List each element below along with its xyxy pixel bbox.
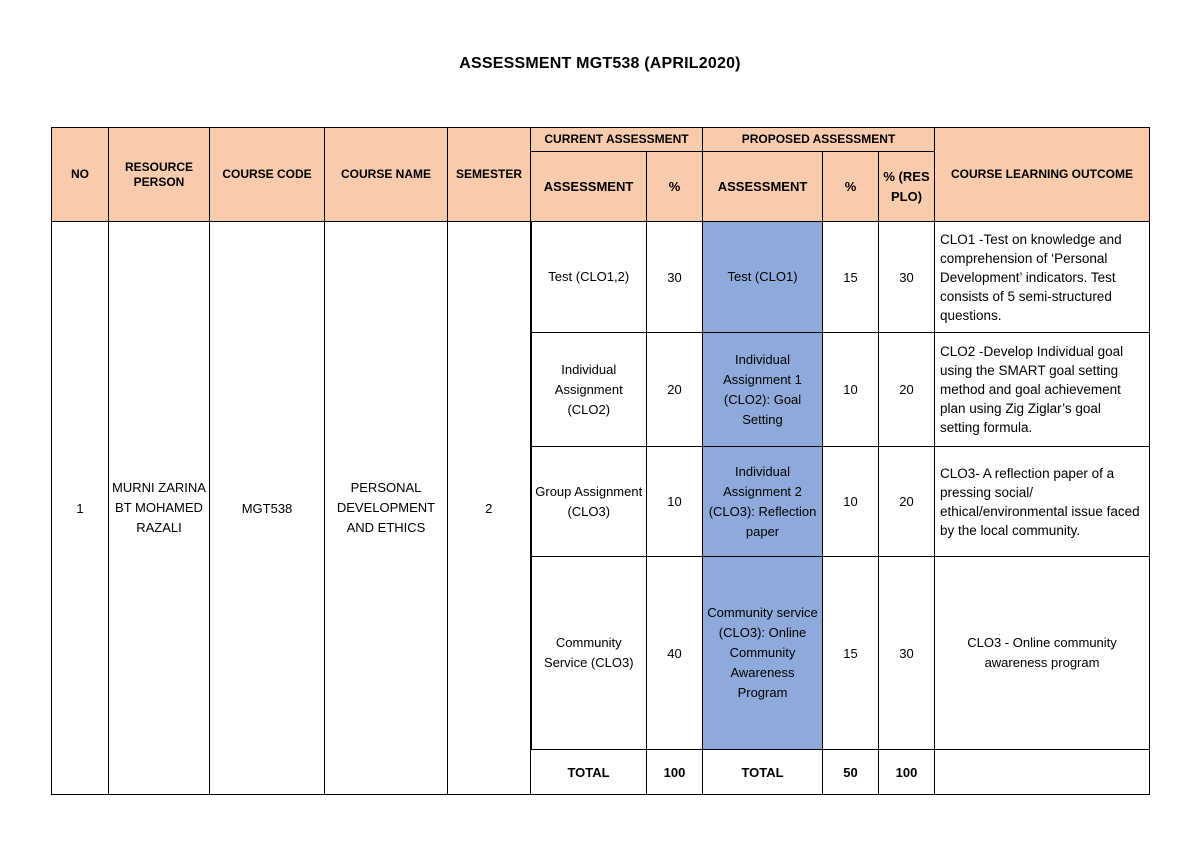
current-total-label: TOTAL xyxy=(531,750,647,795)
proposed-percent: 10 xyxy=(823,333,879,447)
course-learning-outcome: CLO2 -Develop Individual goal using the SMART goal setting method and goal achievement plan using Zig Ziglar’s goal setting formula. xyxy=(935,333,1150,447)
res-plo-percent: 20 xyxy=(879,333,935,447)
course-learning-outcome: CLO1 -Test on knowledge and comprehension of ‘Personal Development’ indicators. Test consists of 5 semi-structured questions. xyxy=(935,222,1150,333)
header-no: NO xyxy=(52,128,109,222)
proposed-assessment: Test (CLO1) xyxy=(703,222,823,333)
header-clo: COURSE LEARNING OUTCOME xyxy=(935,128,1150,222)
proposed-percent: 15 xyxy=(823,222,879,333)
resource-person: MURNI ZARINA BT MOHAMED RAZALI xyxy=(109,222,210,795)
current-assessment: Individual Assignment (CLO2) xyxy=(531,333,647,447)
page-title: ASSESSMENT MGT538 (APRIL2020) xyxy=(459,55,741,72)
proposed-percent: 10 xyxy=(823,447,879,557)
header-current-assessment: CURRENT ASSESSMENT xyxy=(531,128,703,152)
current-percent: 10 xyxy=(647,447,703,557)
proposed-total-label: TOTAL xyxy=(703,750,823,795)
table-row xyxy=(52,222,1150,333)
res-plo-percent: 30 xyxy=(879,557,935,750)
current-total-percent: 100 xyxy=(647,750,703,795)
proposed-percent: 15 xyxy=(823,557,879,750)
header-res-plo: % (RES PLO) xyxy=(879,152,935,222)
semester: 2 xyxy=(448,222,531,795)
course-learning-outcome: CLO3- A reflection paper of a pressing social/ ethical/environmental issue faced by the local community. xyxy=(935,447,1150,557)
current-percent: 20 xyxy=(647,333,703,447)
clo-total-empty xyxy=(935,750,1150,795)
course-code: MGT538 xyxy=(210,222,325,795)
proposed-assessment: Individual Assignment 2 (CLO3): Reflection paper xyxy=(703,447,823,557)
course-name: PERSONAL DEVELOPMENT AND ETHICS xyxy=(325,222,448,795)
header-semester: SEMESTER xyxy=(448,128,531,222)
header-proposed-percent: % xyxy=(823,152,879,222)
current-assessment: Group Assignment (CLO3) xyxy=(531,447,647,557)
course-learning-outcome: CLO3 - Online community awareness program xyxy=(935,557,1150,750)
current-percent: 30 xyxy=(647,222,703,333)
current-assessment: Test (CLO1,2) xyxy=(531,222,647,333)
header-current-percent: % xyxy=(647,152,703,222)
current-percent: 40 xyxy=(647,557,703,750)
current-assessment: Community Service (CLO3) xyxy=(531,557,647,750)
header-proposed-assessment: PROPOSED ASSESSMENT xyxy=(703,128,935,152)
header-current-assessment-name: ASSESSMENT xyxy=(531,152,647,222)
res-plo-percent: 20 xyxy=(879,447,935,557)
res-plo-total-percent: 100 xyxy=(879,750,935,795)
header-resource-person: RESOURCE PERSON xyxy=(109,128,210,222)
header-course-code: COURSE CODE xyxy=(210,128,325,222)
proposed-assessment: Community service (CLO3): Online Community Awareness Program xyxy=(703,557,823,750)
assessment-table xyxy=(51,127,1150,795)
res-plo-percent: 30 xyxy=(879,222,935,333)
proposed-total-percent: 50 xyxy=(823,750,879,795)
header-proposed-assessment-name: ASSESSMENT xyxy=(703,152,823,222)
proposed-assessment: Individual Assignment 1 (CLO2): Goal Setting xyxy=(703,333,823,447)
header-row-1 xyxy=(52,128,1150,152)
row-number: 1 xyxy=(52,222,109,795)
header-course-name: COURSE NAME xyxy=(325,128,448,222)
